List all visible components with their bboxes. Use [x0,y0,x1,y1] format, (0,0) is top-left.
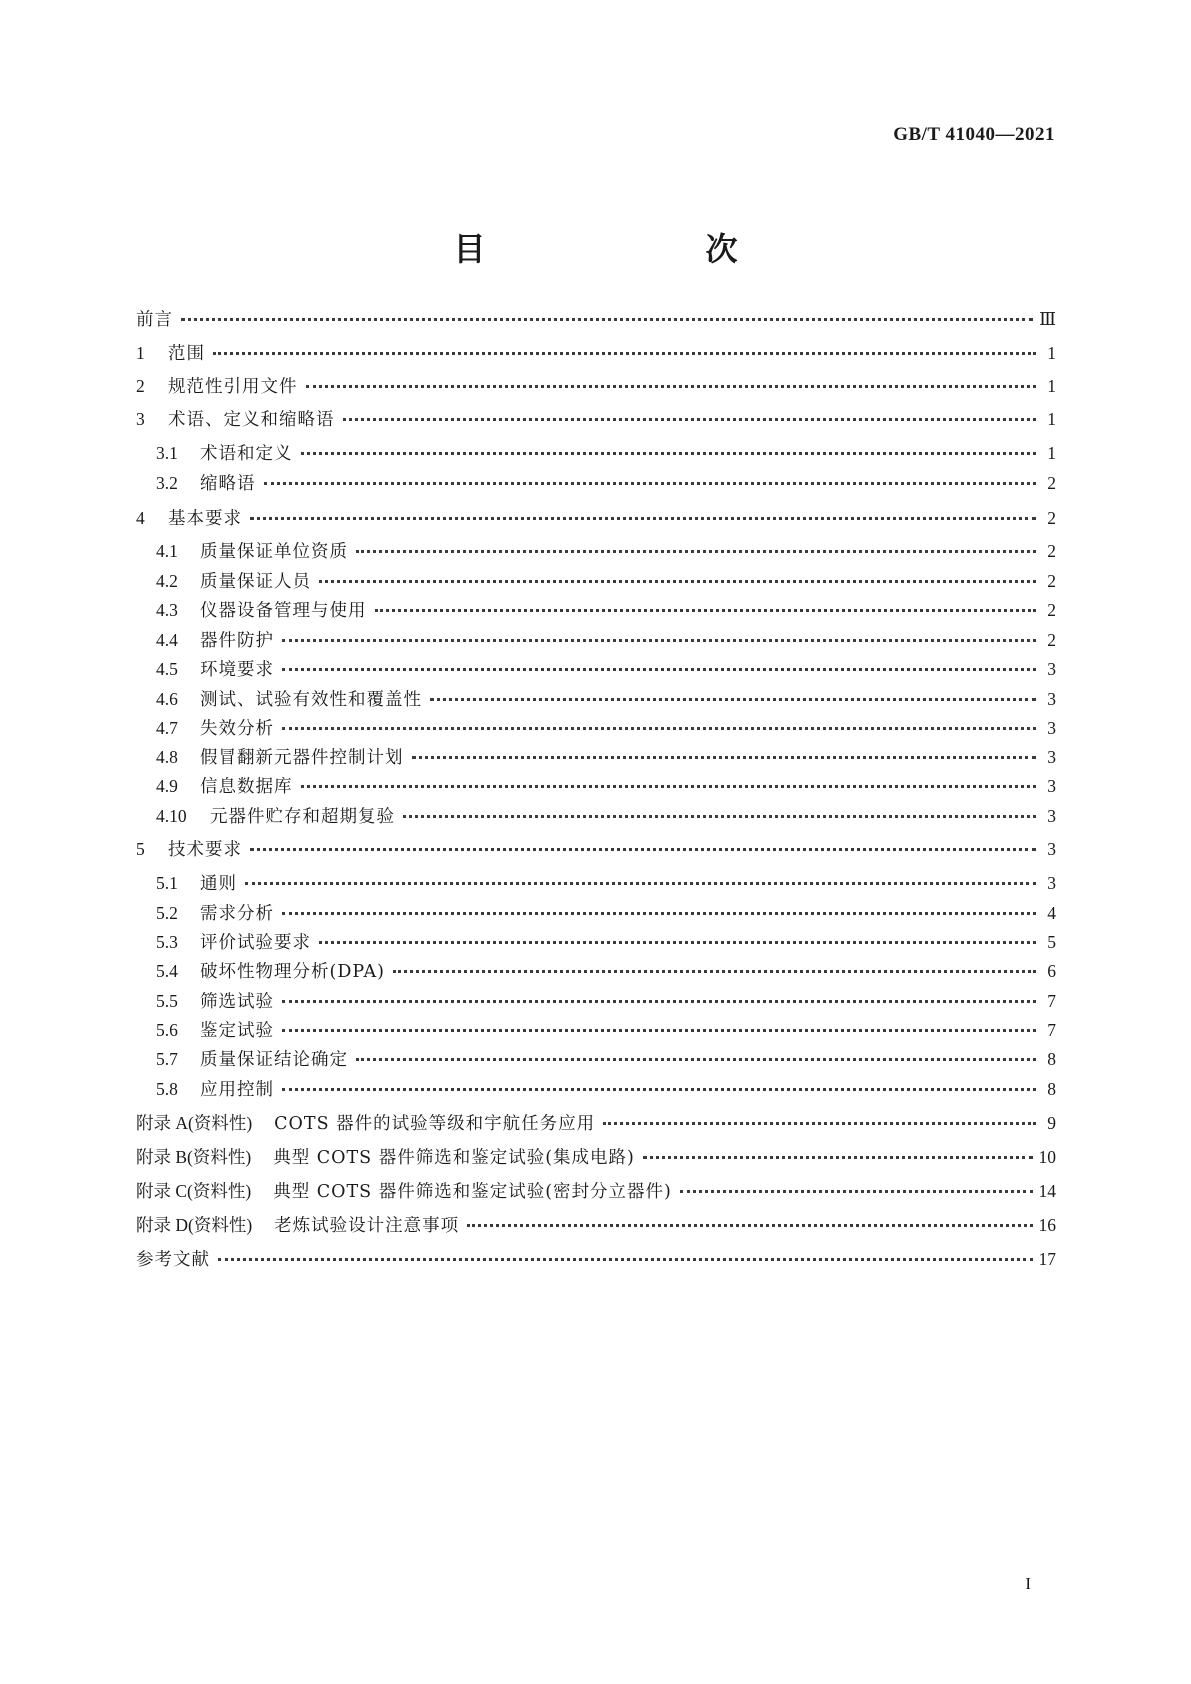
toc-entry-page: 2 [1047,600,1056,620]
toc-dot-leader [250,503,1036,520]
toc-entry-label: 质量保证人员 [200,572,311,592]
standard-code: GB/T 41040—2021 [893,124,1055,145]
toc-entry-label: 老炼试验设计注意事项 [274,1216,460,1236]
toc-entry[interactable] [156,597,1056,623]
toc-entry-page: 2 [1047,541,1056,561]
toc-entry-number: 附录 D(资料性) [136,1215,253,1235]
toc-dot-leader [282,898,1036,915]
toc-dot-leader [282,713,1036,730]
toc-entry-number: 5.4 [156,961,178,981]
toc-entry-page: 1 [1047,343,1056,363]
toc-dot-leader [264,468,1037,485]
toc-entry-number: 4.5 [156,659,178,679]
toc-entry[interactable] [136,1178,1056,1204]
toc-entry-label: 假冒翻新元器件控制计划 [200,748,404,768]
toc-entry-label: 筛选试验 [200,992,274,1012]
toc-entry-number: 4.10 [156,806,187,826]
toc-entry-number: 4.7 [156,718,178,738]
toc-entry-label: 需求分析 [200,904,274,924]
toc-dot-leader [343,404,1037,421]
toc-entry-page: 1 [1047,443,1056,463]
toc-dot-leader [412,742,1037,759]
toc-entry[interactable] [136,306,1056,332]
page-number: I [1025,1574,1031,1593]
toc-entry-page: 2 [1047,630,1056,650]
toc-entry[interactable] [156,568,1056,594]
table-of-contents [136,0,1056,1400]
toc-entry-number: 3 [136,409,145,429]
toc-entry-page: 8 [1047,1079,1056,1099]
toc-entry[interactable] [156,627,1056,653]
toc-entry[interactable] [136,340,1056,366]
toc-entry-number: 附录 A(资料性) [136,1113,253,1133]
toc-dot-leader [319,566,1036,583]
toc-entry-number: 4.1 [156,541,178,561]
toc-entry-number: 5 [136,839,145,859]
toc-entry-number: 3.1 [156,443,178,463]
toc-dot-leader [181,304,1033,321]
toc-entry[interactable] [136,406,1056,432]
toc-entry-label: 典型 COTS 器件筛选和鉴定试验(密封分立器件) [273,1182,672,1202]
toc-entry-page: 3 [1047,747,1056,767]
toc-entry-page: 9 [1047,1113,1056,1133]
toc-entry-number: 4.6 [156,689,178,709]
toc-dot-leader [680,1176,1033,1193]
toc-entry-number: 4.2 [156,571,178,591]
toc-entry-label: 质量保证结论确定 [200,1050,348,1070]
toc-dot-leader [467,1210,1032,1227]
toc-dot-leader [319,927,1036,944]
toc-entry-page: 1 [1047,376,1056,396]
toc-entry-label: 参考文献 [136,1250,210,1270]
toc-entry-number: 4.3 [156,600,178,620]
toc-dot-leader [356,1044,1036,1061]
toc-entry[interactable] [136,1246,1056,1272]
toc-entry[interactable] [156,988,1056,1014]
toc-entry-number: 5.6 [156,1020,178,1040]
toc-entry-page: 2 [1047,473,1056,493]
toc-entry-label: 元器件贮存和超期复验 [210,807,395,827]
toc-entry[interactable] [136,373,1056,399]
toc-entry-label: 术语和定义 [200,444,293,464]
toc-entry-page: Ⅲ [1039,309,1056,329]
toc-entry-number: 5.2 [156,903,178,923]
toc-dot-leader [356,536,1036,553]
toc-entry-label: 信息数据库 [200,777,293,797]
toc-entry-number: 5.3 [156,932,178,952]
toc-entry[interactable] [156,1046,1056,1072]
toc-entry-page: 14 [1038,1181,1056,1201]
toc-entry-number: 2 [136,376,145,396]
toc-entry-number: 4.9 [156,776,178,796]
toc-entry-number: 附录 B(资料性) [136,1147,252,1167]
toc-entry-page: 6 [1047,961,1056,981]
toc-entry-label: 通则 [200,874,237,894]
toc-entry-page: 3 [1047,873,1056,893]
toc-title: 目 次 [453,230,790,268]
toc-entry[interactable] [136,836,1056,862]
toc-entry-number: 4 [136,508,145,528]
toc-entry[interactable] [156,744,1056,770]
toc-entry-number: 1 [136,343,145,363]
toc-entry-label: 技术要求 [168,840,242,860]
toc-dot-leader [301,438,1037,455]
toc-entry[interactable] [136,1144,1056,1170]
toc-entry[interactable] [156,803,1056,829]
toc-dot-leader [282,986,1036,1003]
toc-entry-label: 环境要求 [200,660,274,680]
toc-entry[interactable] [156,686,1056,712]
toc-entry[interactable] [156,900,1056,926]
toc-entry[interactable] [156,440,1056,466]
toc-entry[interactable] [156,656,1056,682]
toc-dot-leader [643,1142,1033,1159]
toc-entry-label: 缩略语 [200,474,256,494]
toc-entry[interactable] [156,470,1056,496]
toc-entry-label: 质量保证单位资质 [200,542,348,562]
toc-entry-number: 5.7 [156,1049,178,1069]
toc-entry-page: 2 [1047,571,1056,591]
toc-entry[interactable] [156,929,1056,955]
toc-entry-page: 5 [1047,932,1056,952]
toc-entry-label: 破坏性物理分析(DPA) [200,962,385,982]
toc-entry-number: 4.8 [156,747,178,767]
toc-entry-label: 典型 COTS 器件筛选和鉴定试验(集成电路) [273,1148,635,1168]
toc-entry-number: 3.2 [156,473,178,493]
toc-entry[interactable] [136,1110,1056,1136]
toc-dot-leader [403,801,1036,818]
toc-entry-label: 评价试验要求 [200,933,311,953]
toc-entry-number: 5.5 [156,991,178,1011]
toc-entry-page: 3 [1047,839,1056,859]
toc-dot-leader [213,338,1036,355]
toc-dot-leader [282,625,1036,642]
toc-dot-leader [245,868,1036,885]
toc-dot-leader [301,771,1037,788]
toc-entry[interactable] [156,773,1056,799]
toc-entry[interactable] [156,538,1056,564]
toc-entry-page: 17 [1038,1249,1056,1269]
toc-entry-number: 5.1 [156,873,178,893]
toc-entry-page: 3 [1047,806,1056,826]
toc-entry-page: 16 [1038,1215,1056,1235]
toc-entry-label: 应用控制 [200,1080,274,1100]
toc-entry-page: 3 [1047,776,1056,796]
toc-dot-leader [282,1074,1036,1091]
toc-entry-number: 附录 C(资料性) [136,1181,252,1201]
toc-entry-label: 基本要求 [168,509,242,529]
toc-entry-label: 器件防护 [200,631,274,651]
toc-entry-page: 7 [1047,991,1056,1011]
toc-entry-number: 5.8 [156,1079,178,1099]
toc-entry-label: 前言 [136,310,173,330]
toc-entry-page: 1 [1047,409,1056,429]
toc-entry[interactable] [156,715,1056,741]
toc-dot-leader [603,1108,1036,1125]
toc-entry-label: 范围 [168,344,205,364]
toc-entry[interactable] [156,958,1056,984]
toc-entry[interactable] [156,1076,1056,1102]
toc-entry[interactable] [156,870,1056,896]
toc-entry-page: 8 [1047,1049,1056,1069]
toc-dot-leader [430,684,1036,701]
toc-dot-leader [375,595,1037,612]
toc-entry-page: 3 [1047,718,1056,738]
toc-entry-page: 3 [1047,659,1056,679]
toc-entry-label: 仪器设备管理与使用 [200,601,367,621]
toc-dot-leader [306,371,1037,388]
toc-dot-leader [250,834,1036,851]
toc-entry[interactable] [156,1017,1056,1043]
toc-dot-leader [282,1015,1036,1032]
toc-entry-page: 7 [1047,1020,1056,1040]
toc-dot-leader [393,956,1036,973]
toc-entry-page: 2 [1047,508,1056,528]
toc-entry-page: 4 [1047,903,1056,923]
toc-dot-leader [218,1244,1033,1261]
toc-entry-page: 10 [1038,1147,1056,1167]
toc-entry-label: 术语、定义和缩略语 [168,410,335,430]
toc-entry[interactable] [136,505,1056,531]
toc-entry-label: 失效分析 [200,719,274,739]
toc-entry-label: 测试、试验有效性和覆盖性 [200,690,422,710]
toc-entry-label: 鉴定试验 [200,1021,274,1041]
toc-entry-label: COTS 器件的试验等级和宇航任务应用 [274,1114,596,1134]
toc-entry-number: 4.4 [156,630,178,650]
toc-entry[interactable] [136,1212,1056,1238]
toc-entry-page: 3 [1047,689,1056,709]
toc-entry-label: 规范性引用文件 [168,377,298,397]
toc-dot-leader [282,654,1036,671]
